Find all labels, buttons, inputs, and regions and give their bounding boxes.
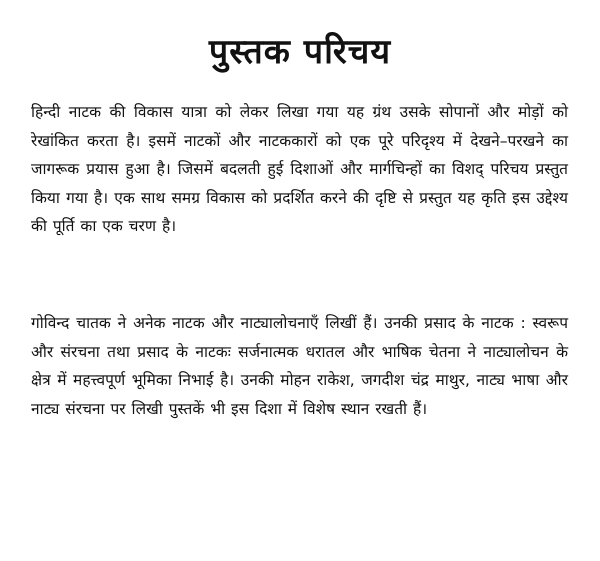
paragraph-book-overview: हिन्दी नाटक की विकास यात्रा को लेकर लिखा गया यह ग्रंथ उसके सोपानों और मोड़ों को रेखांकित करता है। इसमें नाटकों और नाटककारों को एक पूरे परिदृश्य में देखने–परखने का जागरूक प्रयास हुआ है। जिसमें बदलती हुई दिशाओं और मार्गचिन्हों का विशद् परिचय प्रस्तुत किया गया है। एक साथ समग्र विकास को प्रदर्शित करने की दृष्टि से प्रस्तुत यह कृति इस उद्देश्य की पूर्ति का एक चरण है। <box>31 103 568 235</box>
paragraph-author-works: गोविन्द चातक ने अनेक नाटक और नाट्यालोचनाएँ लिखीं हैं। उनकी प्रसाद के नाटक : स्वरूप और संरचना तथा प्रसाद के नाटकः सर्जनात्मक धरातल और भाषिक चेतना ने नाट्यालोचन के क्षेत्र में महत्त्वपूर्ण भूमिका निभाई है। उनकी मोहन राकेश, जगदीश चंद्र माथुर, नाट्य भाषा और नाट्य संरचना पर लिखी पुस्तकें भी इस दिशा में विशेष स्थान रखती हैं। <box>31 314 568 418</box>
page-title: पुस्तक परिचय <box>208 32 392 72</box>
